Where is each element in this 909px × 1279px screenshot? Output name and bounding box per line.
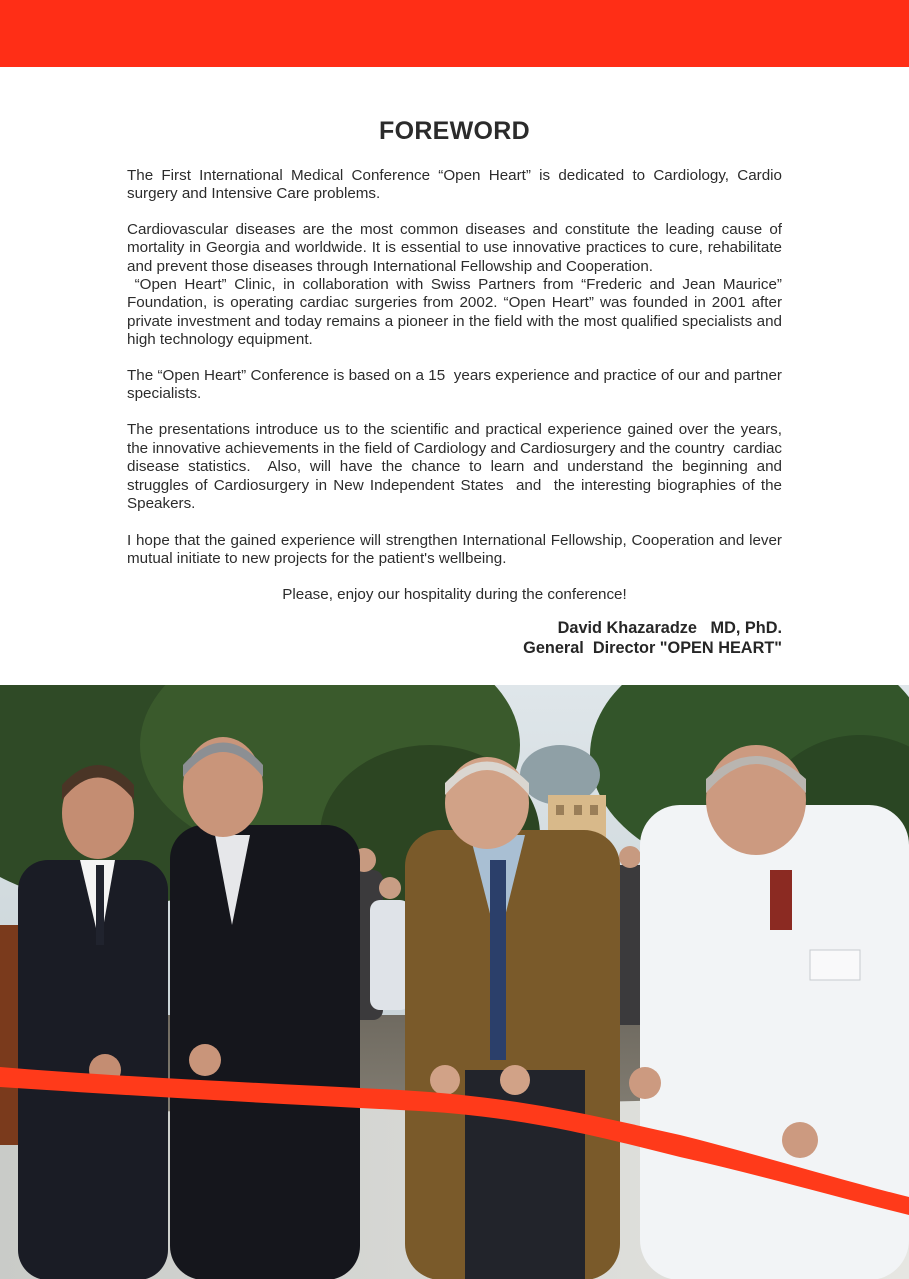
paragraph-presentations: The presentations introduce us to the scientific and practical experience gained over the years, the innovative achievements in the field of Cardiology and Cardiosurgery and the country cardiac disease statistics. Also, will have the chance to learn and understand the beginning and struggles of Cardiosurgery in New Independent States and the interesting biographies of the Speakers. <box>127 421 787 513</box>
page-title: FOREWORD <box>379 117 530 145</box>
signature-name: David Khazaradze MD, PhD. <box>557 618 782 637</box>
paragraph-diseases: Cardiovascular diseases are the most common diseases and constitute the leading cause of mortality in Georgia and worldwide. It is essential to use innovative practices to cure, rehabilitate and prevent those diseases through International Fellowship and Cooperation. <box>127 220 782 275</box>
top-red-band <box>0 0 909 67</box>
signature-block <box>127 618 782 658</box>
paragraph-intro: The First International Medical Conference “Open Heart” is dedicated to Cardiology, Cardio surgery and Intensive Care problems. <box>127 167 782 203</box>
signature-role: General Director "OPEN HEART" <box>523 638 782 657</box>
closing-line: Please, enjoy our hospitality during the conference! <box>282 586 627 604</box>
paragraph-hope: I hope that the gained experience will strengthen International Fellowship, Cooperation and lever mutual initiate to new projects for the patient's wellbeing. <box>127 531 782 567</box>
ribbon-cutting-photo <box>0 685 909 1279</box>
paragraph-conference: The “Open Heart” Conference is based on a 15 years experience and practice of our and partner specialists. <box>127 366 787 403</box>
foreword-section <box>127 112 787 658</box>
paragraph-clinic: “Open Heart” Clinic, in collaboration with Swiss Partners from “Frederic and Jean Maurice” Foundation, is operating cardiac surgeries from 2002. “Open Heart” was founded in 2001 after private investment and today remains a pioneer in the field with the most qualified specialists and high technology equipment. <box>127 276 787 349</box>
